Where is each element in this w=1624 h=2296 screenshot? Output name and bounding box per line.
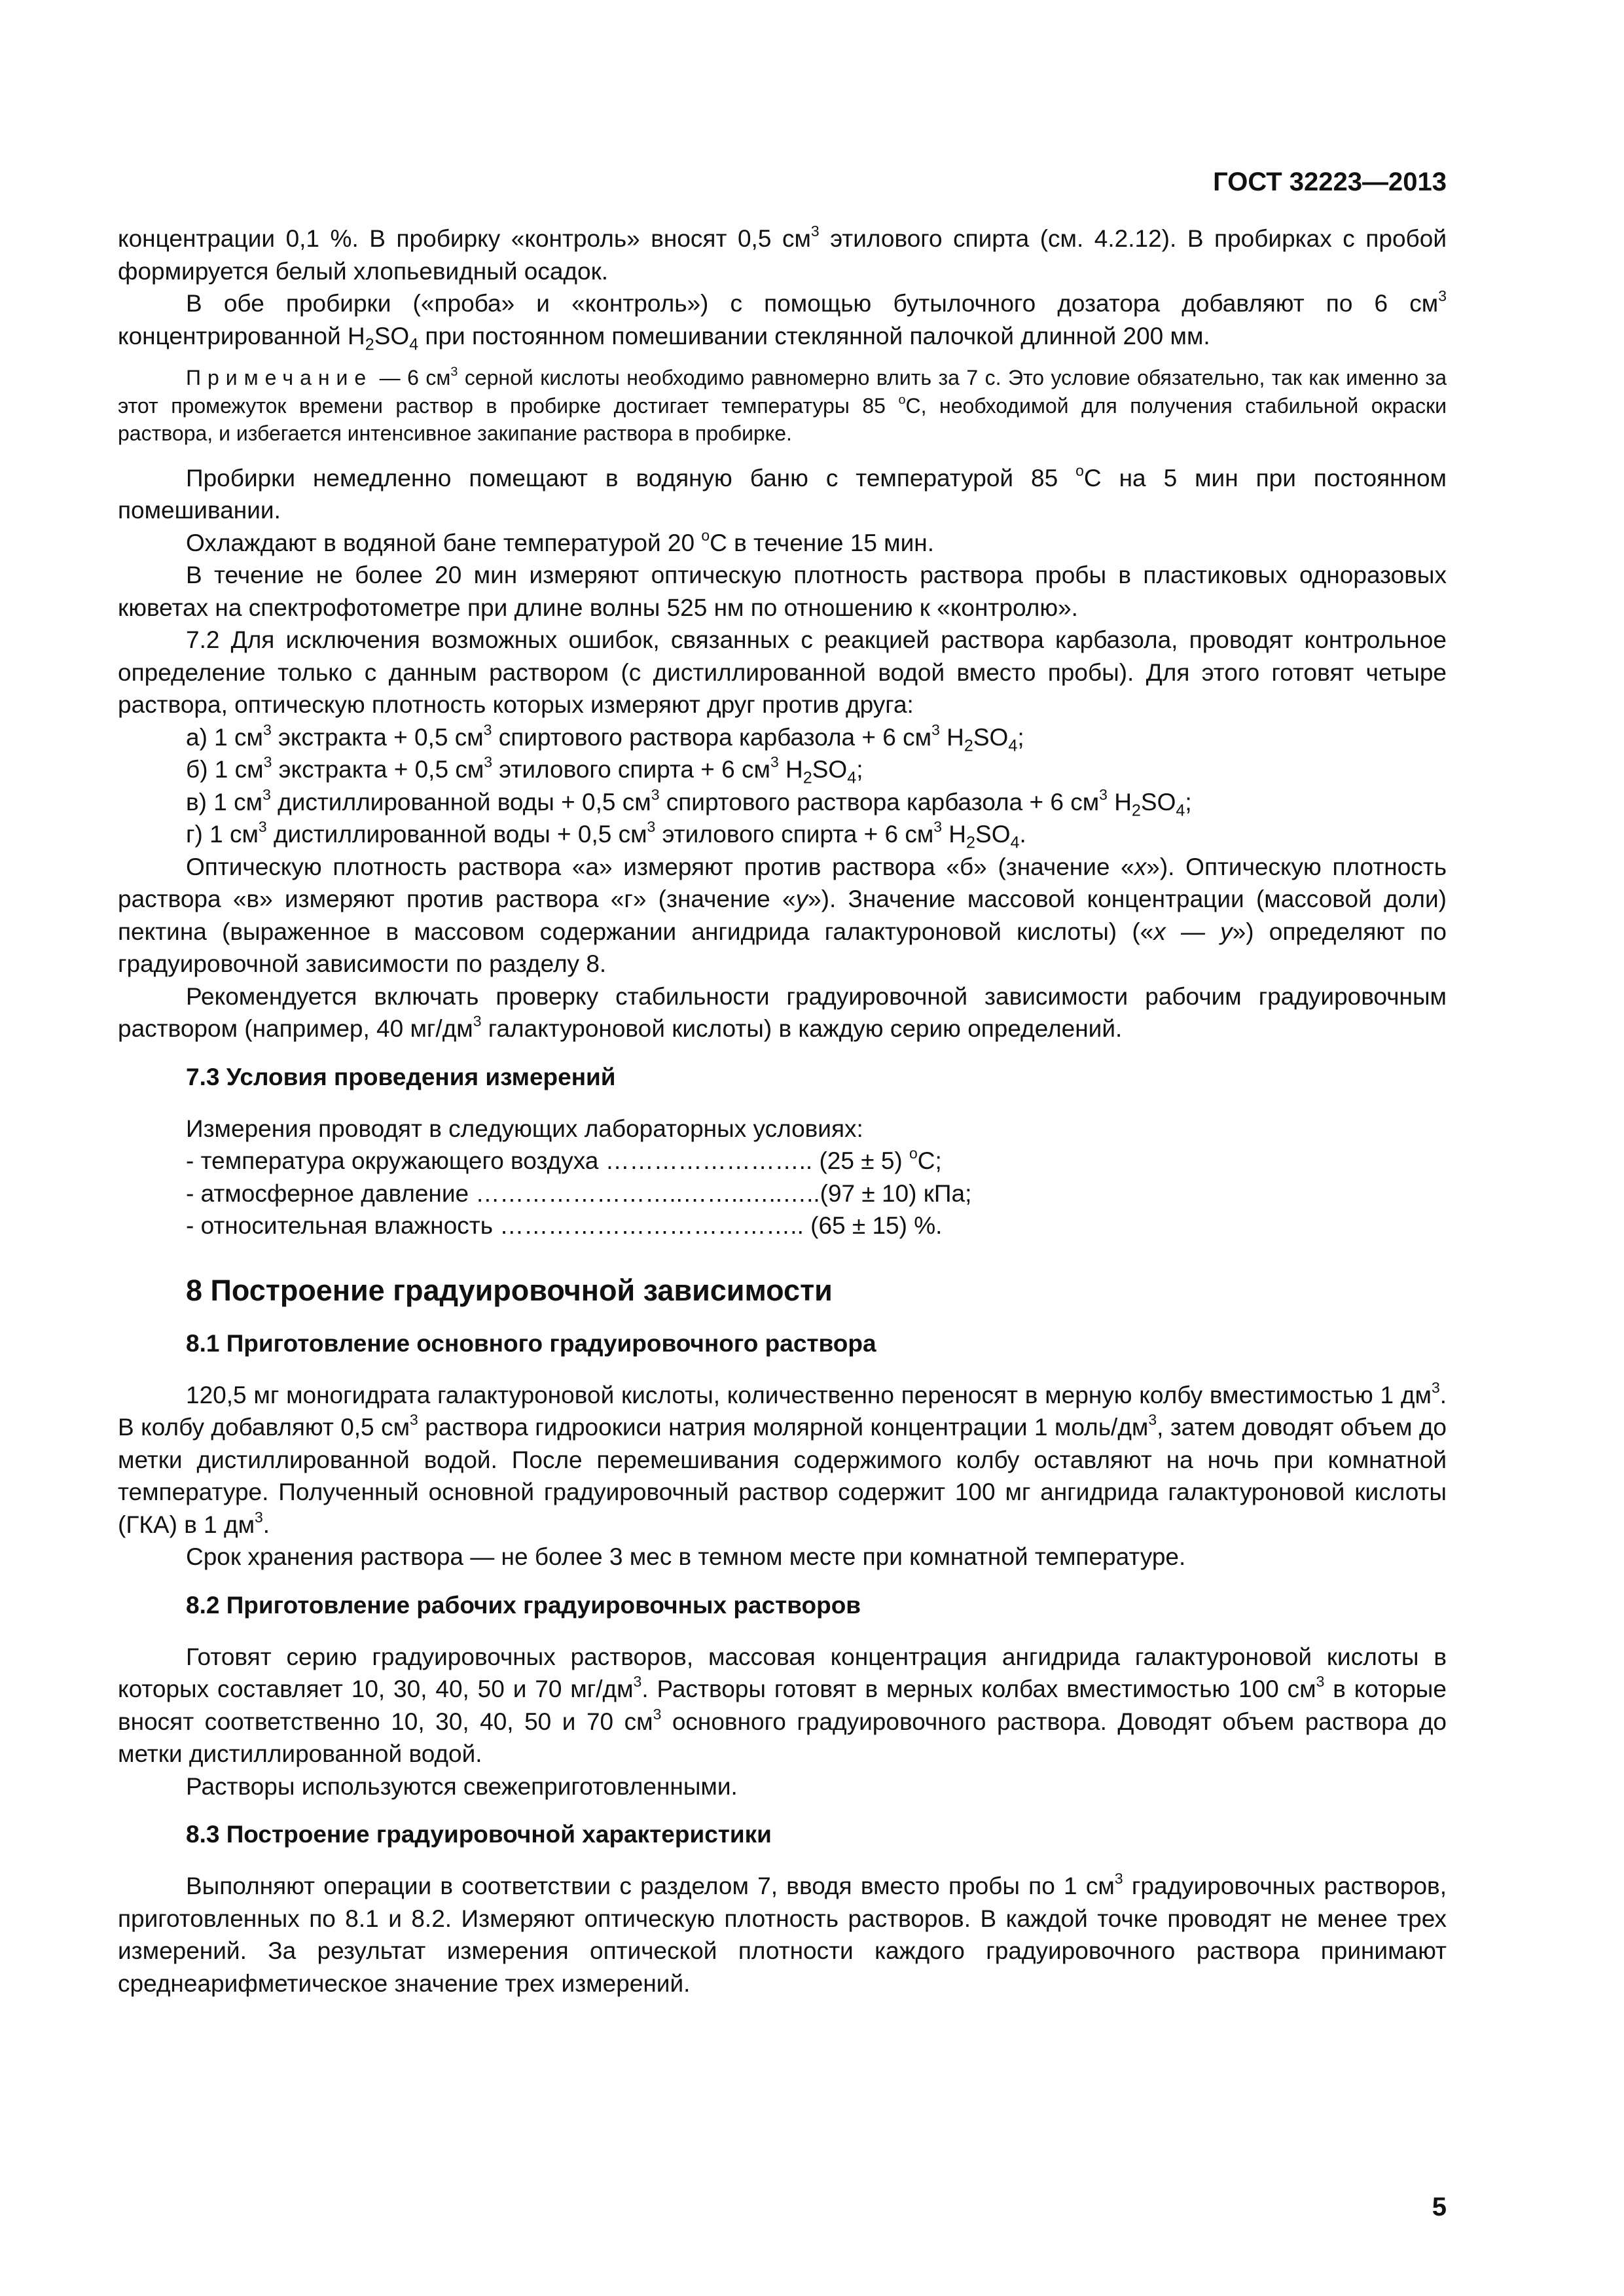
paragraph: В течение не более 20 мин измеряют оптическую плотность раствора пробы в пластиковых одноразовых кюветах на спектрофотометре при длине волны 525 нм по отношению к «контролю». — [118, 562, 1447, 621]
paragraph: Готовят серию градуировочных растворов, массовая концентрация ангидрида галактуроновой кислоты в которых составляет 10, 30, 40, 50 и 70 $мг/дм^3$. Растворы готовят в мерных колбах вместимостью 100 $см^3$ в которые вносят соответственно 10, 30, 40, 50 и 70 $см^3$ основного градуировочного раствора. Доводят объем раствора до метки дистиллированной водой. — [118, 1643, 1447, 1767]
paragraph: Рекомендуется включать проверку стабильности градуировочной зависимости рабочим градуировочным раствором (например, 40 $мг/дм^3$ галактуроновой кислоты) в каждую серию определений. — [118, 982, 1447, 1042]
section-heading: 8.1 Приготовление основного градуировочного раствора — [186, 1329, 876, 1357]
paragraph: Оптическую плотность раствора «а» измеряют против раствора «б» (значение «x»). Оптическую плотность раствора «в» измеряют против раствора «г» (значение «y»). Значение массовой концентрации (массовой доли) пектина (выраженное в массовом содержании ангидрида галактуроновой кислоты) («x — y») определяют по градуировочной зависимости по разделу 8. — [118, 853, 1447, 977]
paragraph: Пробирки немедленно помещают в водяную баню с температурой 85 $^o$C на 5 мин при постоянном помешивании. — [118, 461, 1447, 524]
note: Примечание — 6 $см^3$ серной кислоты необходимо равномерно влить за 7 с. Это условие обязательно, так как именно за этот промежуток времени раствор в пробирке достигает температуры 85 $^o$C, необходимой для получения стабильной окраски раствора, и избегается интенсивное закипание раствора в пробирке. — [118, 365, 1447, 445]
paragraph: В обе пробирки («проба» и «контроль») с помощью бутылочного дозатора добавляют по 6 $см^3$ концентрированной $H_2SO_4$ при постоянном помешивании стеклянной палочкой длинной 200 мм. — [118, 287, 1447, 353]
paragraph: Охлаждают в водяной бане температурой 20 $^o$C в течение 15 мин. — [186, 526, 934, 556]
list-item: б) 1 $см^3$ экстракта + 0,5 $см^3$ этилового спирта + 6 $см^3$ $H_2SO_4$; — [186, 753, 863, 787]
paragraph: 120,5 мг моногидрата галактуроновой кислоты, количественно переносят в мерную колбу вместимостью 1 $дм^3$. В колбу добавляют 0,5 $см^3$ раствора гидроокиси натрия молярной концентрации 1 моль/$дм^3$, затем доводят объем до метки дистиллированной водой. После перемешивания содержимого колбу оставляют на ночь при комнатной температуре. Полученный основной градуировочный раствор содержит 100 мг ангидрида галактуроновой кислоты (ГКА) в 1 $дм^3$. — [118, 1378, 1447, 1538]
list-item: а) 1 $см^3$ экстракта + 0,5 $см^3$ спиртового раствора карбазола + 6 $см^3$ $H_2SO_4$; — [186, 721, 1024, 755]
document-standard-code: ГОСТ 32223—2013 — [1213, 168, 1447, 196]
condition-pressure: - атмосферное давление ……………………..……..…..…..(97 ± 10) кПа; — [186, 1179, 972, 1207]
paragraph: Срок хранения раствора — не более 3 мес в темном месте при комнатной температуре. — [186, 1543, 1186, 1570]
paragraph: 7.2 Для исключения возможных ошибок, связанных с реакцией раствора карбазола, проводят контрольное определение только с данным раствором (с дистиллированной водой вместо пробы). Для этого готовят четыре раствора, оптическую плотность которых измеряют друг против друга: — [118, 626, 1447, 718]
list-item: в) 1 $см^3$ дистиллированной воды + 0,5 $см^3$ спиртового раствора карбазола + 6 $см^3$ $H_2SO_4$; — [186, 785, 1192, 819]
paragraph: Растворы используются свежеприготовленными. — [186, 1772, 738, 1800]
conditions-intro: Измерения проводят в следующих лабораторных условиях: — [186, 1115, 863, 1142]
note-label: Примечание — [186, 366, 373, 389]
section-title: 8 Построение градуировочной зависимости — [186, 1273, 833, 1307]
condition-humidity: - относительная влажность ……………………………….. (65 ± 15) %. — [186, 1212, 943, 1239]
list-item: г) 1 $см^3$ дистиллированной воды + 0,5 $см^3$ этилового спирта + 6 $см^3$ $H_2SO_4$. — [186, 818, 1026, 852]
page-content — [118, 223, 1447, 2000]
section-heading: 8.2 Приготовление рабочих градуировочных растворов — [186, 1591, 861, 1619]
paragraph: концентрации 0,1 %. В пробирку «контроль» вносят 0,5 $см^3$ этилового спирта (см. 4.2.12). В пробирках с пробой формируется белый хлопьевидный осадок. — [118, 223, 1447, 285]
section-heading: 8.3 Построение градуировочной характеристики — [186, 1821, 772, 1848]
page-number: 5 — [1432, 2193, 1447, 2221]
section-heading: 7.3 Условия проведения измерений — [186, 1063, 616, 1090]
paragraph: Выполняют операции в соответствии с разделом 7, вводя вместо пробы по 1 $см^3$ градуировочных растворов, приготовленных по 8.1 и 8.2. Измеряют оптическую плотность растворов. В каждой точке проводят не менее трех измерений. За результат измерения оптической плотности каждого градуировочного раствора принимают среднеарифметическое значение трех измерений. — [118, 1870, 1447, 1997]
condition-temperature: - температура окружающего воздуха …………………….. (25 ± 5) $^o$C; — [186, 1145, 942, 1174]
